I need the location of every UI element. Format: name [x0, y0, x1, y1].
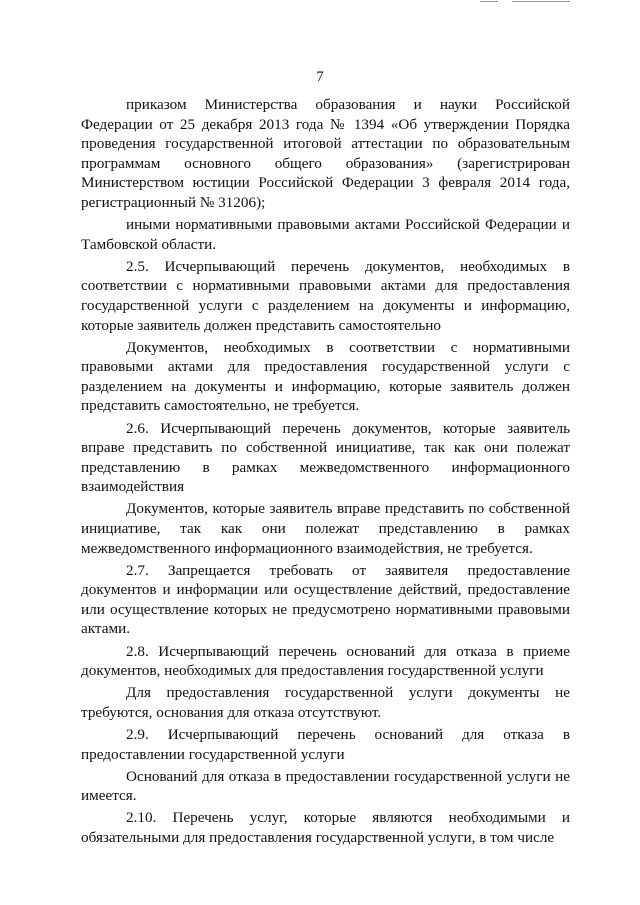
section-2-6-heading: 2.6. Исчерпывающий перечень документов, которые заявитель вправе представить по собственной инициативе, так как они полежат представлению в рамках межведомственного информационного взаимодействия — [81, 419, 570, 496]
document-body — [81, 95, 570, 850]
section-2-8-heading: 2.8. Исчерпывающий перечень оснований для отказа в приеме документов, необходимых для предоставления государственной услуги — [81, 642, 570, 680]
section-2-8-text: Для предоставления государственной услуги документы не требуются, основания для отказа отсутствуют. — [81, 684, 570, 721]
scan-header-marks — [480, 0, 570, 3]
section-2-5-heading: 2.5. Исчерпывающий перечень документов, необходимых в соответствии с нормативными правовыми актами для предоставления государственной услуги с разделением на документы и информацию, которые заявитель должен представить самостоятельно — [81, 257, 570, 334]
paragraph-other-acts: иными нормативными правовыми актами Российской Федерации и Тамбовской области. — [81, 216, 570, 253]
section-2-10-heading: 2.10. Перечень услуг, которые являются необходимыми и обязательными для предоставления государственной услуги, в том числе — [81, 809, 570, 846]
section-2-9-heading: 2.9. Исчерпывающий перечень оснований для отказа в предоставлении государственной услуги — [81, 725, 570, 763]
section-2-9-text: Оснований для отказа в предоставлении государственной услуги не имеется. — [81, 767, 570, 805]
section-2-7-text: 2.7. Запрещается требовать от заявителя предоставление документов и информации или осуществление действий, предоставление или осуществление которых не предусмотрено нормативными правовыми актами. — [81, 561, 570, 638]
page-number: 7 — [316, 69, 324, 85]
paragraph-order-1394: приказом Министерства образования и науки Российской Федерации от 25 декабря 2013 года № 1394 «Об утверждении Порядка проведения государственной итоговой аттестации по образовательным программам основного общего образования» (зарегистрирован Министерством юстиции Российской Федерации 3 февраля 2014 года, регистрационный № 31206); — [81, 96, 570, 211]
section-2-6-text: Документов, которые заявитель вправе представить по собственной инициативе, так как они полежат представлению в рамках межведомственного информационного взаимодействия, не требуется. — [81, 500, 570, 557]
section-2-5-text: Документов, необходимых в соответствии с нормативными правовыми актами для предоставления государственной услуги с разделением на документы и информацию, которые заявитель должен представить самостоятельно, не требуется. — [81, 338, 570, 415]
